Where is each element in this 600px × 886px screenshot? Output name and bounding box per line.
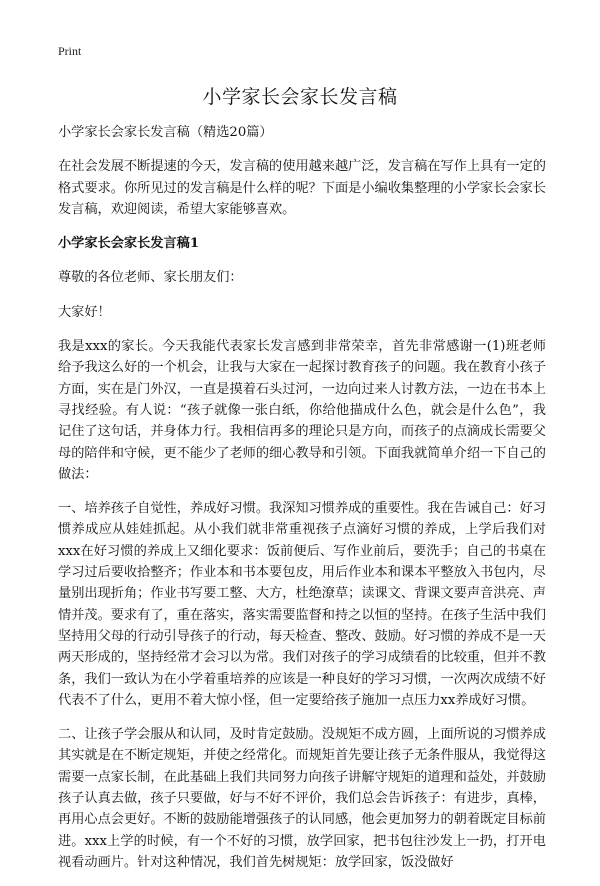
print-label[interactable]: Print <box>58 44 82 58</box>
intro-paragraph: 在社会发展不断提速的今天，发言稿的使用越来越广泛，发言稿在写作上具有一定的格式要求。你所见过的发言稿是什么样的呢？下面是小编收集整理的小学家长会家长发言稿，欢迎阅读，希望大家能够喜欢。 <box>58 159 546 217</box>
body-paragraph: 我是xxx的家长。今天我能代表家长发言感到非常荣幸，首先非常感谢一(1)班老师给予我这么好的一个机会，让我与大家在一起探讨教育孩子的问题。我在教育小孩子方面，实在是门外汉，一直是摸着石头过河，一边向过来人讨教方法，一边在书本上寻找经验。有人说：“孩子就像一张白纸，你给他描成什么色，就会是什么色”，我记住了这句话，并身体力行。我相信再多的理论只是方向，而孩子的点滴成长需要父母的陪伴和守候，更不能少了老师的细心教导和引领。下面我就简单介绍一下自己的做法： <box>58 339 546 482</box>
greeting: 大家好！ <box>58 304 111 320</box>
page-title: 小学家长会家长发言稿 <box>202 86 398 108</box>
salutation: 尊敬的各位老师、家长朋友们： <box>58 270 243 286</box>
body-paragraph: 一、培养孩子自觉性，养成好习惯。我深知习惯养成的重要性。我在告诫自己：好习惯养成应从娃娃抓起。从小我们就非常重视孩子点滴好习惯的养成，上学后我们对xxx在好习惯的养成上又细化要求：饭前便后、写作业前后，要洗手；自己的书桌在学习过后要收拾整齐；作业本和书本要包皮，用后作业本和课本平整放入书包内，尽量别出现折角；作业书写要工整、大方，杜绝潦草；读课文、背课文要声音洪亮、声情并茂。要求有了，重在落实，落实需要监督和持之以恒的坚持。在孩子生活中我们坚持用父母的行动引导孩子的行动，每天检查、整改、鼓励。好习惯的养成不是一天两天形成的，坚持经常才会习以为常。我们对孩子的学习成绩看的比较重，但并不教条，我们一致认为在小学着重培养的应该是一种良好的学习习惯，一次两次成绩不好代表不了什么，更用不着大惊小怪，但一定要给孩子施加一点压力xx养成好习惯。 <box>58 501 546 708</box>
document-subtitle: 小学家长会家长发言稿（精选20篇） <box>58 125 273 140</box>
body-paragraph: 二、让孩子学会服从和认同，及时肯定鼓励。没规矩不成方圆，上面所说的习惯养成其实就是在不断定规矩，并使之经常化。而规矩首先要让孩子无条件服从，我觉得这需要一点家长制，在此基础上我们共同努力向孩子讲解守规矩的道理和益处，并鼓励孩子认真去做，孩子只要做，好与不好不评价，我们总会告诉孩子：有进步，真棒，再用心点会更好。不断的鼓励能增强孩子的认同感，他会更加努力的朝着既定目标前进。xxx上学的时候，有一个不好的习惯，放学回家，把书包往沙发上一扔，打开电视看动画片。针对这种情况，我们首先树规矩：放学回家，饭没做好 <box>58 727 546 870</box>
section-heading: 小学家长会家长发言稿1 <box>58 236 200 252</box>
document-body <box>58 122 546 886</box>
